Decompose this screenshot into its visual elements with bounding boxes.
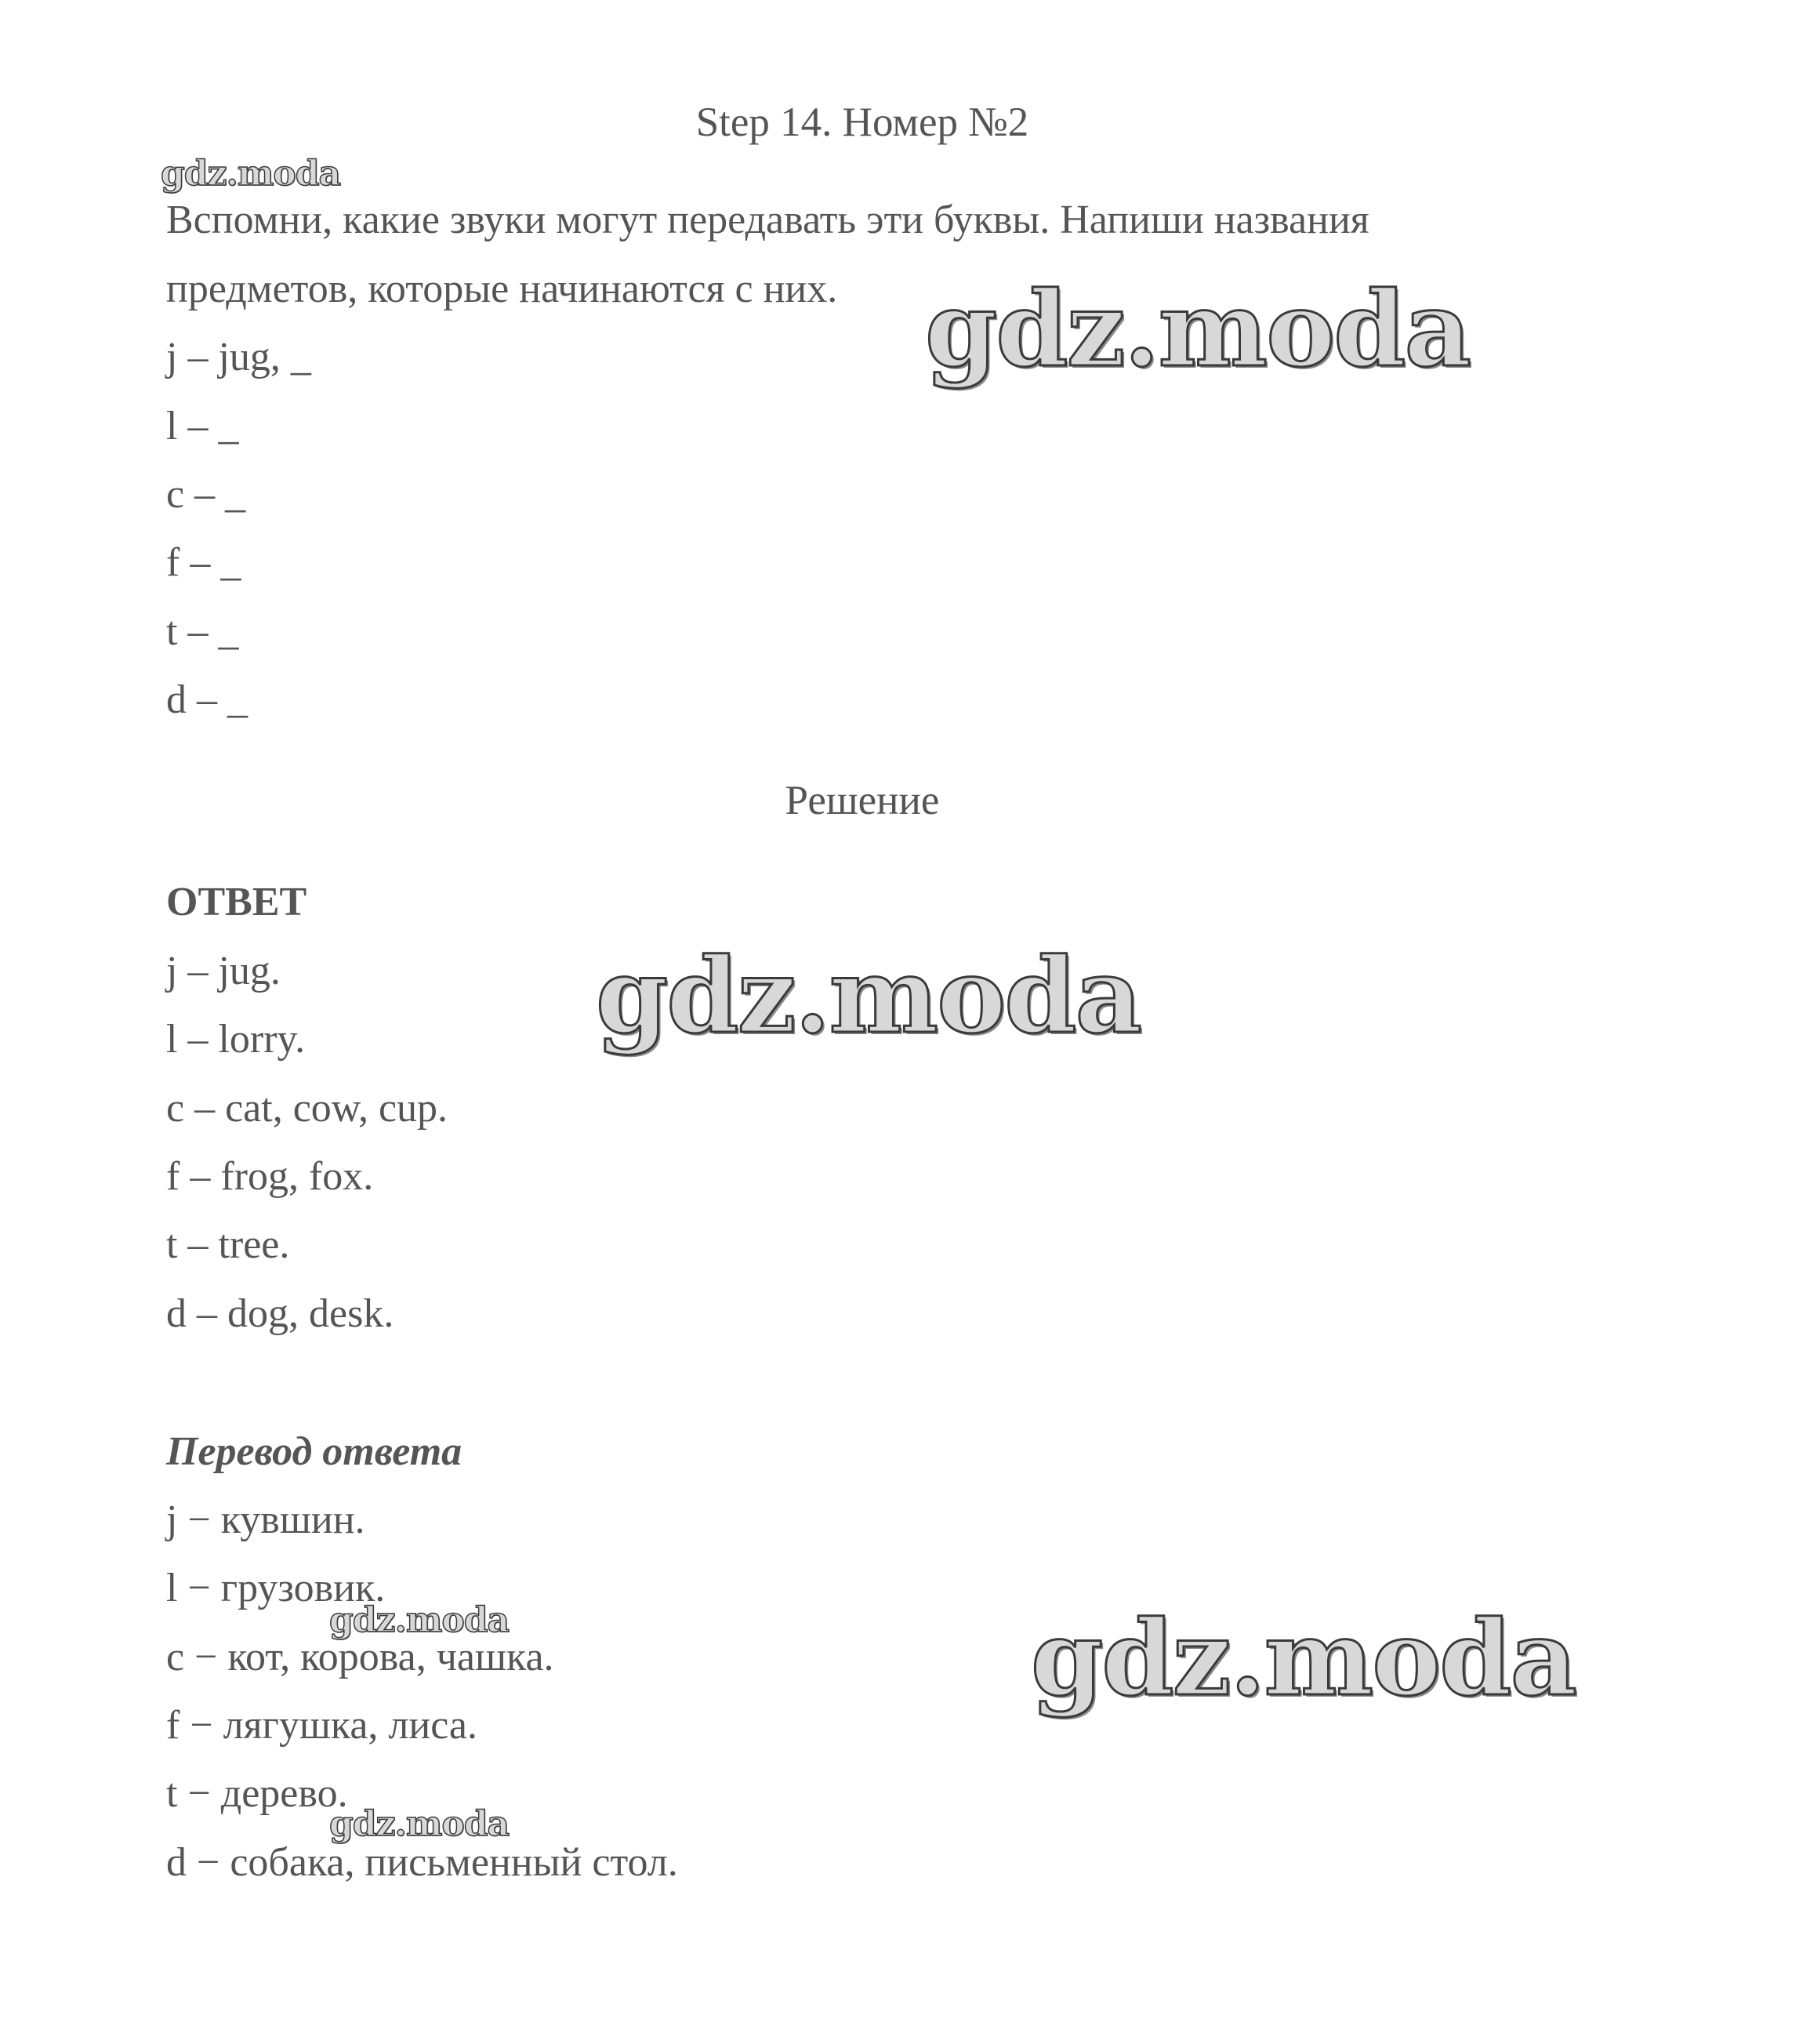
task-text-line-2: предметов, которые начинаются с них. (166, 267, 838, 311)
translation-item-d: d − собака, письменный стол. (166, 1840, 678, 1885)
task-item-l: l – _ (166, 404, 239, 448)
watermark-logo: gdz.moda (596, 935, 1141, 1057)
answer-item-l: l – lorry. (166, 1017, 306, 1062)
task-item-t: t – _ (166, 609, 239, 654)
translation-heading: Перевод ответа (166, 1429, 462, 1474)
watermark-logo: gdz.moda (329, 1804, 510, 1844)
answer-item-f: f – frog, fox. (166, 1154, 374, 1199)
task-item-d: d – _ (166, 677, 248, 722)
watermark-logo: gdz.moda (1031, 1598, 1576, 1719)
watermark-logo: gdz.moda (925, 269, 1471, 390)
translation-item-l: l − грузовик. (166, 1566, 386, 1610)
watermark-logo: gdz.moda (329, 1600, 510, 1640)
answer-item-t: t – tree. (166, 1222, 290, 1267)
task-item-f: f – _ (166, 540, 241, 585)
solution-heading: Решение (785, 778, 940, 823)
translation-item-c: c − кот, корова, чашка. (166, 1635, 554, 1679)
translation-item-j: j − кувшин. (166, 1498, 365, 1542)
answer-item-j: j – jug. (166, 949, 281, 993)
watermark-logo: gdz.moda (161, 154, 341, 194)
task-item-j: j – jug, _ (166, 335, 311, 379)
page-title: Step 14. Номер №2 (695, 100, 1029, 145)
translation-item-f: f − лягушка, лиса. (166, 1703, 478, 1748)
translation-item-t: t − дерево. (166, 1771, 348, 1816)
answer-item-c: c – cat, cow, cup. (166, 1086, 448, 1131)
answer-item-d: d – dog, desk. (166, 1291, 394, 1336)
task-text-line-1: Вспомни, какие звуки могут передавать эти буквы. Напиши названия (166, 198, 1369, 242)
task-item-c: c – _ (166, 472, 246, 517)
answer-heading: ОТВЕТ (166, 880, 307, 924)
